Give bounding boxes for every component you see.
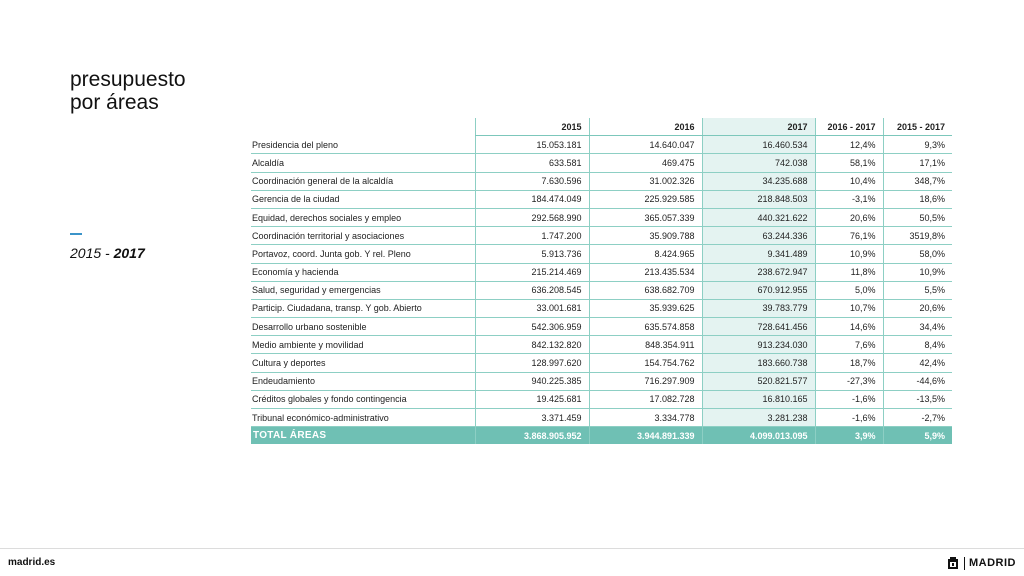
value-cell: 154.754.762 xyxy=(589,354,702,372)
value-cell: 842.132.820 xyxy=(475,336,589,354)
value-cell: 14.640.047 xyxy=(589,136,702,154)
value-cell: 10,7% xyxy=(815,299,883,317)
value-cell: 7.630.596 xyxy=(475,172,589,190)
value-cell: 128.997.620 xyxy=(475,354,589,372)
value-cell: 63.244.336 xyxy=(702,227,815,245)
value-cell: 940.225.385 xyxy=(475,372,589,390)
slide-title xyxy=(70,68,186,114)
header-cell: 2017 xyxy=(702,118,815,136)
total-row xyxy=(251,427,952,445)
value-cell: 7,6% xyxy=(815,336,883,354)
value-cell: 215.214.469 xyxy=(475,263,589,281)
value-cell: 12,4% xyxy=(815,136,883,154)
table-row xyxy=(251,318,952,336)
value-cell: 39.783.779 xyxy=(702,299,815,317)
table-row xyxy=(251,390,952,408)
value-cell: 19.425.681 xyxy=(475,390,589,408)
value-cell: 728.641.456 xyxy=(702,318,815,336)
header-cell: 2015 - 2017 xyxy=(883,118,952,136)
value-cell: 5,0% xyxy=(815,281,883,299)
value-cell: 11,8% xyxy=(815,263,883,281)
table-row xyxy=(251,172,952,190)
value-cell: -1,6% xyxy=(815,390,883,408)
value-cell: 3,9% xyxy=(815,427,883,445)
value-cell: 5.913.736 xyxy=(475,245,589,263)
value-cell: -1,6% xyxy=(815,409,883,427)
row-label: Presidencia del pleno xyxy=(251,136,475,154)
value-cell: 3.944.891.339 xyxy=(589,427,702,445)
value-cell: 742.038 xyxy=(702,154,815,172)
table-row xyxy=(251,136,952,154)
row-label: Endeudamiento xyxy=(251,372,475,390)
period-end: 2017 xyxy=(113,245,145,261)
row-label: TOTAL ÁREAS xyxy=(251,427,475,445)
value-cell: 636.208.545 xyxy=(475,281,589,299)
table-header-row xyxy=(251,118,952,136)
value-cell: -27,3% xyxy=(815,372,883,390)
value-cell: 3519,8% xyxy=(883,227,952,245)
value-cell: 10,9% xyxy=(815,245,883,263)
period-label xyxy=(70,245,145,261)
header-cell xyxy=(251,118,475,136)
value-cell: 14,6% xyxy=(815,318,883,336)
value-cell: 31.002.326 xyxy=(589,172,702,190)
table-row xyxy=(251,281,952,299)
value-cell: 76,1% xyxy=(815,227,883,245)
value-cell: 184.474.049 xyxy=(475,190,589,208)
value-cell: 3.334.778 xyxy=(589,409,702,427)
row-label: Desarrollo urbano sostenible xyxy=(251,318,475,336)
value-cell: -44,6% xyxy=(883,372,952,390)
value-cell: 635.574.858 xyxy=(589,318,702,336)
value-cell: 469.475 xyxy=(589,154,702,172)
value-cell: -2,7% xyxy=(883,409,952,427)
value-cell: 638.682.709 xyxy=(589,281,702,299)
row-label: Tribunal económico-administrativo xyxy=(251,409,475,427)
footer-site-link[interactable]: madrid.es xyxy=(8,557,56,568)
value-cell: 1.747.200 xyxy=(475,227,589,245)
value-cell: 10,4% xyxy=(815,172,883,190)
value-cell: 9,3% xyxy=(883,136,952,154)
value-cell: 15.053.181 xyxy=(475,136,589,154)
row-label: Créditos globales y fondo contingencia xyxy=(251,390,475,408)
table-row xyxy=(251,190,952,208)
value-cell: 440.321.622 xyxy=(702,208,815,226)
row-label: Economía y hacienda xyxy=(251,263,475,281)
row-label: Alcaldía xyxy=(251,154,475,172)
value-cell: 16.460.534 xyxy=(702,136,815,154)
brand-wordmark: MADRID xyxy=(969,557,1016,569)
table-row xyxy=(251,409,952,427)
value-cell: 3.371.459 xyxy=(475,409,589,427)
value-cell: 9.341.489 xyxy=(702,245,815,263)
value-cell: 716.297.909 xyxy=(589,372,702,390)
value-cell: 5,9% xyxy=(883,427,952,445)
value-cell: 633.581 xyxy=(475,154,589,172)
table-row xyxy=(251,208,952,226)
value-cell: 913.234.030 xyxy=(702,336,815,354)
value-cell: 292.568.990 xyxy=(475,208,589,226)
table-row xyxy=(251,245,952,263)
header-cell: 2016 - 2017 xyxy=(815,118,883,136)
value-cell: 218.848.503 xyxy=(702,190,815,208)
row-label: Salud, seguridad y emergencias xyxy=(251,281,475,299)
header-cell: 2015 xyxy=(475,118,589,136)
value-cell: 35.939.625 xyxy=(589,299,702,317)
value-cell: 17,1% xyxy=(883,154,952,172)
value-cell: 365.057.339 xyxy=(589,208,702,226)
value-cell: 238.672.947 xyxy=(702,263,815,281)
table-row xyxy=(251,354,952,372)
value-cell: -13,5% xyxy=(883,390,952,408)
row-label: Equidad, derechos sociales y empleo xyxy=(251,208,475,226)
value-cell: 348,7% xyxy=(883,172,952,190)
value-cell: 50,5% xyxy=(883,208,952,226)
brand-logo xyxy=(946,556,1016,570)
table-row xyxy=(251,336,952,354)
row-label: Coordinación general de la alcaldía xyxy=(251,172,475,190)
title-line-2: por áreas xyxy=(70,91,159,114)
value-cell: 5,5% xyxy=(883,281,952,299)
accent-dash xyxy=(70,233,82,235)
row-label: Medio ambiente y movilidad xyxy=(251,336,475,354)
brand-separator xyxy=(964,557,965,570)
row-label: Gerencia de la ciudad xyxy=(251,190,475,208)
value-cell: 58,0% xyxy=(883,245,952,263)
value-cell: 17.082.728 xyxy=(589,390,702,408)
value-cell: 34,4% xyxy=(883,318,952,336)
value-cell: 183.660.738 xyxy=(702,354,815,372)
value-cell: 18,7% xyxy=(815,354,883,372)
value-cell: 3.281.238 xyxy=(702,409,815,427)
table-row xyxy=(251,154,952,172)
value-cell: 542.306.959 xyxy=(475,318,589,336)
value-cell: 8,4% xyxy=(883,336,952,354)
value-cell: 225.929.585 xyxy=(589,190,702,208)
madrid-crest-icon xyxy=(946,556,960,570)
value-cell: 213.435.534 xyxy=(589,263,702,281)
value-cell: 34.235.688 xyxy=(702,172,815,190)
value-cell: 58,1% xyxy=(815,154,883,172)
title-line-1: presupuesto xyxy=(70,68,186,91)
table-row xyxy=(251,227,952,245)
table-row xyxy=(251,263,952,281)
value-cell: 16.810.165 xyxy=(702,390,815,408)
value-cell: 8.424.965 xyxy=(589,245,702,263)
header-cell: 2016 xyxy=(589,118,702,136)
budget-table xyxy=(251,118,952,444)
value-cell: 3.868.905.952 xyxy=(475,427,589,445)
value-cell: 20,6% xyxy=(815,208,883,226)
value-cell: 33.001.681 xyxy=(475,299,589,317)
row-label: Cultura y deportes xyxy=(251,354,475,372)
value-cell: 20,6% xyxy=(883,299,952,317)
row-label: Portavoz, coord. Junta gob. Y rel. Pleno xyxy=(251,245,475,263)
value-cell: 4.099.013.095 xyxy=(702,427,815,445)
value-cell: 10,9% xyxy=(883,263,952,281)
footer-divider xyxy=(0,548,1024,549)
value-cell: 18,6% xyxy=(883,190,952,208)
value-cell: 35.909.788 xyxy=(589,227,702,245)
row-label: Particip. Ciudadana, transp. Y gob. Abierto xyxy=(251,299,475,317)
table-row xyxy=(251,299,952,317)
table-row xyxy=(251,372,952,390)
value-cell: 848.354.911 xyxy=(589,336,702,354)
value-cell: -3,1% xyxy=(815,190,883,208)
period-start: 2015 - xyxy=(70,245,114,261)
row-label: Coordinación territorial y asociaciones xyxy=(251,227,475,245)
value-cell: 520.821.577 xyxy=(702,372,815,390)
value-cell: 42,4% xyxy=(883,354,952,372)
value-cell: 670.912.955 xyxy=(702,281,815,299)
